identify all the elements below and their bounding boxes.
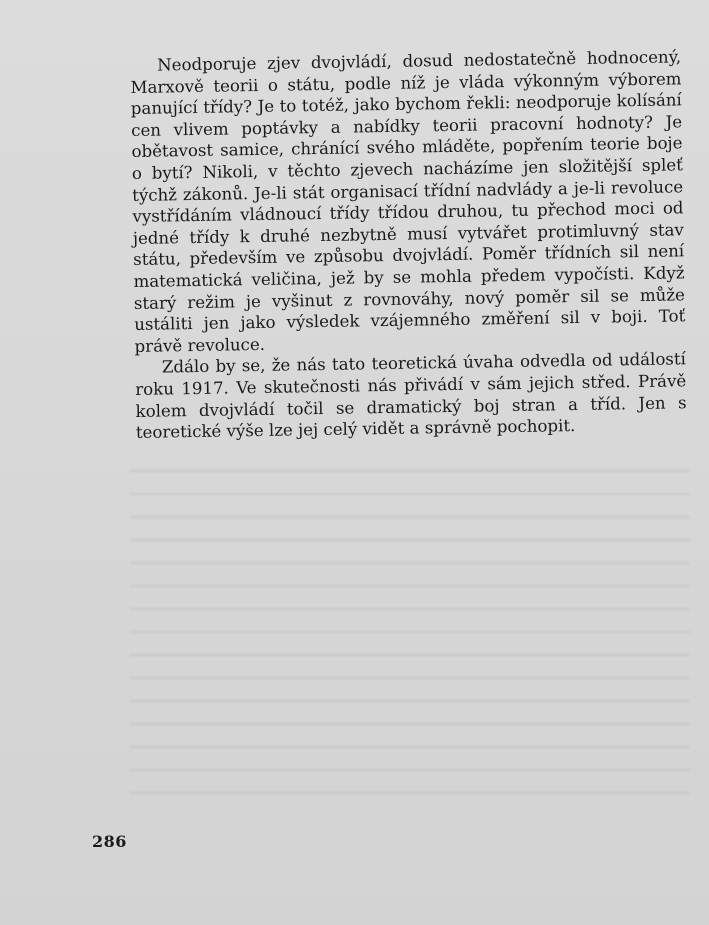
body-text (130, 46, 687, 443)
bleed-through-text (130, 470, 690, 800)
page-number: 286 (92, 832, 127, 851)
paragraph-2: Zdálo by se, že nás tato teoretická úvaha odvedla od událostí roku 1917. Ve skutečnosti nás přivádí v sám jejich střed. Právě kolem dvojvládí točil se dramatický boj stran a tříd. Jen s teoretické výše lze jej celý vidět a správně pochopit. (135, 349, 687, 443)
paragraph-1: Neodporuje zjev dvojvládí, dosud nedostatečně hodnocený, Marxově teorii o státu, podle níž je vláda výkonným výborem panující třídy? Je to totéž, jako bychom řekli: neodporuje kolísání cen vlivem poptávky a nabídky teorii pracovní hodnoty? Je obětavost samice, chránící svého mláděte, popřením teorie boje o bytí? Nikoli, v těchto zjevech nacházíme jen složitější spleť týchž zákonů. Je-li stát organisací třídní nadvlády a je-li revoluce vystřídáním vládnoucí třídy třídou druhou, tu přechod moci od jedné třídy k druhé nezbytně musí vytvářet protimluvný stav státu, především ve způsobu dvojvládí. Poměr třídních sil není matematická veličina, jež by se mohla předem vypočísti. Když starý režim je vyšinut z rovnováhy, nový poměr sil se může ustáliti jen jako výsledek vzájemného změření sil v boji. Toť právě revoluce. (130, 47, 686, 356)
